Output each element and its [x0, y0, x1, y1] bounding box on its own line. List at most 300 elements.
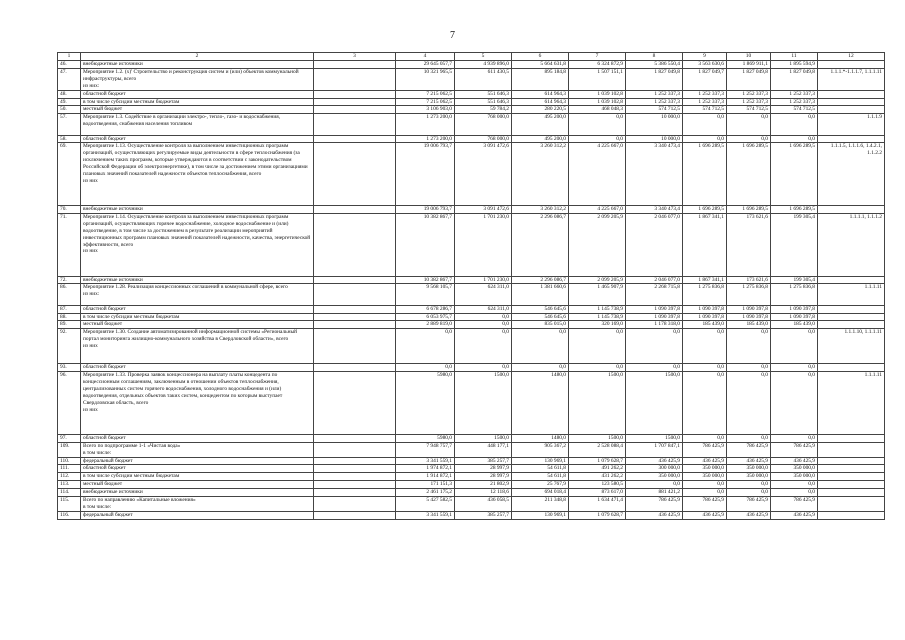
- year-cell: 1 827 049,8: [727, 68, 771, 90]
- total-cell: 2 889 819,0: [396, 321, 455, 329]
- table-row: [58, 313, 885, 321]
- row-number-cell: 49.: [58, 98, 81, 106]
- table-row: [58, 434, 885, 442]
- year-cell: 574 712,5: [626, 106, 683, 114]
- col3-cell: [314, 481, 396, 489]
- row-number-cell: 86.: [58, 284, 81, 305]
- year-cell: 1 039 102,8: [569, 98, 626, 106]
- target-ref-cell: [818, 206, 885, 214]
- row-number-cell: 93.: [58, 364, 81, 372]
- table-row: [58, 98, 885, 106]
- total-cell: 3 341 559,1: [396, 457, 455, 465]
- year-cell: 2 528 088,4: [569, 442, 626, 457]
- year-cell: 199 305,4: [771, 213, 818, 276]
- year-cell: 768 000,0: [455, 135, 512, 143]
- col3-cell: [314, 372, 396, 435]
- item-description-cell: в том числе субсидии местным бюджетам: [81, 473, 314, 481]
- year-cell: 0,0: [727, 114, 771, 135]
- year-cell: 546 645,6: [512, 313, 569, 321]
- year-cell: 2 046 077,0: [626, 213, 683, 276]
- table-row: [58, 329, 885, 364]
- year-cell: 1500,0: [569, 434, 626, 442]
- year-cell: 905 367,2: [512, 442, 569, 457]
- year-cell: 6 324 872,9: [569, 61, 626, 69]
- year-cell: 1 507 151,1: [569, 68, 626, 90]
- year-cell: 2 268 715,8: [626, 284, 683, 305]
- year-cell: 448 177,1: [455, 442, 512, 457]
- col3-cell: [314, 68, 396, 90]
- year-cell: 786 425,9: [626, 497, 683, 512]
- row-number-cell: 47.: [58, 68, 81, 90]
- col3-cell: [314, 511, 396, 519]
- year-cell: 0,0: [455, 364, 512, 372]
- total-cell: 29 645 057,7: [396, 61, 455, 69]
- year-cell: 0,0: [626, 481, 683, 489]
- year-cell: 28 997,9: [455, 473, 512, 481]
- year-cell: 3 260 312,2: [512, 143, 569, 206]
- year-cell: 1 252 337,3: [727, 90, 771, 98]
- year-cell: 173 621,6: [727, 276, 771, 284]
- year-cell: 436 425,9: [727, 511, 771, 519]
- year-cell: 25 767,9: [512, 481, 569, 489]
- year-cell: 0,0: [683, 372, 727, 435]
- year-cell: 3 563 630,6: [683, 61, 727, 69]
- total-cell: 7 215 062,5: [396, 90, 455, 98]
- year-cell: 611 430,5: [455, 68, 512, 90]
- target-ref-cell: 1.1.1.*-1.1.1.7, 1.1.1.11: [818, 68, 885, 90]
- year-cell: 1 090 397,8: [626, 305, 683, 313]
- col3-cell: [314, 329, 396, 364]
- col3-cell: [314, 465, 396, 473]
- year-cell: 0,0: [771, 364, 818, 372]
- year-cell: 0,0: [683, 135, 727, 143]
- col3-cell: [314, 473, 396, 481]
- header-cell: 6: [512, 53, 569, 61]
- row-number-cell: 110.: [58, 457, 81, 465]
- item-description-cell: областной бюджет: [81, 465, 314, 473]
- year-cell: 3 091 472,6: [455, 143, 512, 206]
- year-cell: 1 827 049,7: [683, 68, 727, 90]
- row-number-cell: 97.: [58, 434, 81, 442]
- total-cell: 10 321 965,5: [396, 68, 455, 90]
- year-cell: 1 252 337,3: [683, 90, 727, 98]
- year-cell: 5 664 631,8: [512, 61, 569, 69]
- table-row: [58, 135, 885, 143]
- year-cell: 1 701 230,0: [455, 213, 512, 276]
- target-ref-cell: [818, 61, 885, 69]
- year-cell: 185 439,0: [771, 321, 818, 329]
- year-cell: 3 340 473,4: [626, 143, 683, 206]
- row-number-cell: 88.: [58, 313, 81, 321]
- year-cell: 350 000,0: [727, 465, 771, 473]
- year-cell: 0,0: [683, 481, 727, 489]
- year-cell: 1 090 397,8: [683, 313, 727, 321]
- item-description-cell: Всего по подпрограмме 1-1 «Чистая вода» в том числе:: [81, 442, 314, 457]
- total-cell: 7 215 062,5: [396, 98, 455, 106]
- row-number-cell: 71.: [58, 213, 81, 276]
- col3-cell: [314, 276, 396, 284]
- col3-cell: [314, 442, 396, 457]
- col3-cell: [314, 135, 396, 143]
- year-cell: 436 425,9: [771, 457, 818, 465]
- year-cell: 0,0: [683, 364, 727, 372]
- item-description-cell: Мероприятие 1.2. (x)' Строительство и реконструкция систем и (или) объектов коммунальной инфраструктуры, всего из них:: [81, 68, 314, 90]
- header-cell: 10: [727, 53, 771, 61]
- item-description-cell: областной бюджет: [81, 364, 314, 372]
- year-cell: 436 425,9: [727, 457, 771, 465]
- item-description-cell: внебюджетные источники: [81, 276, 314, 284]
- year-cell: 0,0: [727, 364, 771, 372]
- year-cell: 5 386 550,4: [626, 61, 683, 69]
- total-cell: 10 382 867,7: [396, 213, 455, 276]
- row-number-cell: 115.: [58, 497, 81, 512]
- year-cell: 0,0: [683, 434, 727, 442]
- year-cell: 2 099 205,9: [569, 276, 626, 284]
- target-ref-cell: [818, 276, 885, 284]
- year-cell: 123 580,5: [569, 481, 626, 489]
- total-cell: 19 006 793,7: [396, 143, 455, 206]
- table-row: [58, 143, 885, 206]
- header-cell: 12: [818, 53, 885, 61]
- item-description-cell: в том числе субсидии местным бюджетам: [81, 98, 314, 106]
- year-cell: 1 827 049,8: [626, 68, 683, 90]
- header-cell: 4: [396, 53, 455, 61]
- target-ref-cell: 1.1.1.5, 1.1.1.6, 1.4.2.1, 1.1.2.2: [818, 143, 885, 206]
- year-cell: 1 252 337,3: [626, 90, 683, 98]
- year-cell: 2 046 077,0: [626, 276, 683, 284]
- item-description-cell: областной бюджет: [81, 305, 314, 313]
- table-row: [58, 90, 885, 98]
- row-number-cell: 111.: [58, 465, 81, 473]
- year-cell: 574 712,5: [683, 106, 727, 114]
- total-cell: 5 427 582,5: [396, 497, 455, 512]
- year-cell: 1 827 049,8: [771, 68, 818, 90]
- header-cell: 9: [683, 53, 727, 61]
- year-cell: 54 611,8: [512, 465, 569, 473]
- table-row: [58, 321, 885, 329]
- row-number-cell: 112.: [58, 473, 81, 481]
- year-cell: 786 425,9: [727, 442, 771, 457]
- col3-cell: [314, 206, 396, 214]
- year-cell: 1 869 911,1: [727, 61, 771, 69]
- year-cell: 350 000,0: [683, 465, 727, 473]
- year-cell: 385 257,7: [455, 457, 512, 465]
- year-cell: 130 969,1: [512, 511, 569, 519]
- target-ref-cell: [818, 90, 885, 98]
- year-cell: 835 015,0: [512, 321, 569, 329]
- year-cell: 0,0: [626, 364, 683, 372]
- total-cell: 1 273 200,0: [396, 135, 455, 143]
- year-cell: 10 000,0: [626, 114, 683, 135]
- year-cell: 1 090 397,8: [626, 313, 683, 321]
- year-cell: 0,0: [771, 372, 818, 435]
- year-cell: 0,0: [455, 329, 512, 364]
- year-cell: 350 000,0: [683, 473, 727, 481]
- year-cell: 385 257,7: [455, 511, 512, 519]
- year-cell: 786 425,9: [771, 497, 818, 512]
- target-ref-cell: [818, 106, 885, 114]
- year-cell: 0,0: [727, 434, 771, 442]
- year-cell: 694 018,4: [512, 489, 569, 497]
- year-cell: 199 305,4: [771, 276, 818, 284]
- table-row: [58, 457, 885, 465]
- col3-cell: [314, 213, 396, 276]
- year-cell: 436 425,9: [771, 511, 818, 519]
- year-cell: 1 275 836,8: [727, 284, 771, 305]
- year-cell: 495 200,0: [512, 114, 569, 135]
- year-cell: 1 090 397,8: [771, 313, 818, 321]
- item-description-cell: Мероприятие 1.14. Осуществление контроля за выполнением инвестиционных программ организаций, осуществляющих горячее водоснабжение, холодное водоснабжение и (или) водоотведение, в том числе за достижением в результате реализации мероприятий инвестиционных программ плановых значений показателей надежности, качества, энергетической эффективности, всего из них: [81, 213, 314, 276]
- year-cell: 350 000,0: [626, 473, 683, 481]
- target-ref-cell: [818, 473, 885, 481]
- year-cell: 0,0: [683, 329, 727, 364]
- item-description-cell: федеральный бюджет: [81, 457, 314, 465]
- year-cell: 1 039 102,8: [569, 90, 626, 98]
- table-row: [58, 276, 885, 284]
- row-number-cell: 69.: [58, 143, 81, 206]
- target-ref-cell: [818, 321, 885, 329]
- header-cell: 5: [455, 53, 512, 61]
- total-cell: 6 678 286,7: [396, 305, 455, 313]
- year-cell: 1 867 341,1: [683, 213, 727, 276]
- year-cell: 624 311,0: [455, 284, 512, 305]
- target-ref-cell: [818, 434, 885, 442]
- year-cell: 3 091 472,6: [455, 206, 512, 214]
- year-cell: 436 425,9: [626, 511, 683, 519]
- year-cell: 786 425,9: [727, 497, 771, 512]
- year-cell: 1480,0: [512, 434, 569, 442]
- table-row: [58, 465, 885, 473]
- year-cell: 0,0: [771, 135, 818, 143]
- year-cell: 0,0: [683, 489, 727, 497]
- year-cell: 54 611,8: [512, 473, 569, 481]
- year-cell: 436 058,5: [455, 497, 512, 512]
- year-cell: 0,0: [569, 114, 626, 135]
- year-cell: 0,0: [512, 329, 569, 364]
- total-cell: 3 341 559,1: [396, 511, 455, 519]
- year-cell: 1 701 230,0: [455, 276, 512, 284]
- year-cell: 0,0: [455, 321, 512, 329]
- year-cell: 350 000,0: [727, 473, 771, 481]
- table-row: [58, 206, 885, 214]
- row-number-cell: 46.: [58, 61, 81, 69]
- row-number-cell: 114.: [58, 489, 81, 497]
- col3-cell: [314, 143, 396, 206]
- year-cell: 786 425,9: [771, 442, 818, 457]
- total-cell: 171 151,3: [396, 481, 455, 489]
- year-cell: 2 099 205,9: [569, 213, 626, 276]
- year-cell: 436 425,9: [626, 457, 683, 465]
- year-cell: 1 090 397,8: [727, 313, 771, 321]
- col3-cell: [314, 305, 396, 313]
- year-cell: 0,0: [727, 329, 771, 364]
- year-cell: 1500,0: [626, 372, 683, 435]
- row-number-cell: 92.: [58, 329, 81, 364]
- year-cell: 873 617,0: [569, 489, 626, 497]
- target-ref-cell: [818, 465, 885, 473]
- year-cell: 3 260 312,2: [512, 206, 569, 214]
- total-cell: 1 974 872,1: [396, 465, 455, 473]
- item-description-cell: местный бюджет: [81, 106, 314, 114]
- year-cell: 491 262,2: [569, 465, 626, 473]
- table-row: [58, 489, 885, 497]
- year-cell: 0,0: [569, 135, 626, 143]
- year-cell: 0,0: [569, 364, 626, 372]
- row-number-cell: 57.: [58, 114, 81, 135]
- target-ref-cell: [818, 489, 885, 497]
- year-cell: 1 381 660,6: [512, 284, 569, 305]
- table-row: [58, 497, 885, 512]
- table-row: [58, 114, 885, 135]
- col3-cell: [314, 313, 396, 321]
- year-cell: 1 634 471,4: [569, 497, 626, 512]
- table-row: [58, 61, 885, 69]
- total-cell: 2 461 175,2: [396, 489, 455, 497]
- year-cell: 1 252 337,3: [771, 90, 818, 98]
- year-cell: 881 421,2: [626, 489, 683, 497]
- target-ref-cell: [818, 305, 885, 313]
- year-cell: 0,0: [569, 329, 626, 364]
- year-cell: 0,0: [727, 372, 771, 435]
- year-cell: 614 964,3: [512, 90, 569, 98]
- target-ref-cell: 1.1.1.11: [818, 284, 885, 305]
- total-cell: 1 914 872,1: [396, 473, 455, 481]
- target-ref-cell: 1.1.1.9: [818, 114, 885, 135]
- row-number-cell: 72.: [58, 276, 81, 284]
- year-cell: 0,0: [455, 313, 512, 321]
- item-description-cell: внебюджетные источники: [81, 489, 314, 497]
- table-header-row: [58, 53, 885, 61]
- total-cell: 7 948 757,7: [396, 442, 455, 457]
- col3-cell: [314, 90, 396, 98]
- year-cell: 10 000,0: [626, 135, 683, 143]
- row-number-cell: 113.: [58, 481, 81, 489]
- header-cell: 2: [81, 53, 314, 61]
- year-cell: 1 275 836,8: [683, 284, 727, 305]
- col3-cell: [314, 321, 396, 329]
- year-cell: 1 252 337,3: [771, 98, 818, 106]
- col3-cell: [314, 284, 396, 305]
- target-ref-cell: [818, 364, 885, 372]
- total-cell: 10 382 867,7: [396, 276, 455, 284]
- year-cell: 431 262,2: [569, 473, 626, 481]
- table-row: [58, 106, 885, 114]
- year-cell: 28 997,9: [455, 465, 512, 473]
- year-cell: 4 225 667,0: [569, 143, 626, 206]
- row-number-cell: 116.: [58, 511, 81, 519]
- year-cell: 1 079 628,7: [569, 457, 626, 465]
- year-cell: 300 000,0: [626, 465, 683, 473]
- target-ref-cell: [818, 481, 885, 489]
- year-cell: 0,0: [626, 329, 683, 364]
- target-ref-cell: [818, 135, 885, 143]
- year-cell: 1 895 594,9: [771, 61, 818, 69]
- target-ref-cell: [818, 313, 885, 321]
- row-number-cell: 70.: [58, 206, 81, 214]
- year-cell: 4 225 667,0: [569, 206, 626, 214]
- year-cell: 1 252 337,3: [727, 98, 771, 106]
- target-ref-cell: [818, 98, 885, 106]
- row-number-cell: 48.: [58, 90, 81, 98]
- year-cell: 546 645,6: [512, 305, 569, 313]
- year-cell: 350 000,0: [771, 465, 818, 473]
- item-description-cell: Мероприятие 1.30. Создание автоматизированной информационной системы «Региональный портал мониторинга жилищно-коммунального хозяйства в Свердловской области», всего из них: [81, 329, 314, 364]
- item-description-cell: Мероприятие 1.33. Проверка заявок концессионера на выплату платы концедента по концессионным соглашениям, заключенным в отношении объектов теплоснабжения, централизованных систем горячего водоснабжения, холодного водоснабжения и (или) водоотведения, отдельных объектов таких систем, концедентом по которым выступает Свердловская область, всего из них: [81, 372, 314, 435]
- year-cell: 895 184,8: [512, 68, 569, 90]
- item-description-cell: местный бюджет: [81, 481, 314, 489]
- year-cell: 1 696 289,5: [727, 206, 771, 214]
- table-row: [58, 473, 885, 481]
- page-number: 7: [450, 30, 455, 41]
- year-cell: 2 296 086,7: [512, 213, 569, 276]
- total-cell: 5980,0: [396, 372, 455, 435]
- col3-cell: [314, 114, 396, 135]
- row-number-cell: 96.: [58, 372, 81, 435]
- year-cell: 468 048,3: [569, 106, 626, 114]
- year-cell: 786 425,9: [683, 442, 727, 457]
- total-cell: 0,0: [396, 329, 455, 364]
- year-cell: 786 425,9: [683, 497, 727, 512]
- year-cell: 1500,0: [455, 434, 512, 442]
- year-cell: 350 000,0: [771, 473, 818, 481]
- year-cell: 0,0: [683, 114, 727, 135]
- item-description-cell: Всего по направлению «Капитальные вложения» в том числе:: [81, 497, 314, 512]
- total-cell: 6 053 975,7: [396, 313, 455, 321]
- header-cell: 7: [569, 53, 626, 61]
- year-cell: 1500,0: [569, 372, 626, 435]
- target-ref-cell: 1.1.1.11: [818, 372, 885, 435]
- row-number-cell: 87.: [58, 305, 81, 313]
- year-cell: 4 939 896,0: [455, 61, 512, 69]
- col3-cell: [314, 497, 396, 512]
- year-cell: 1 465 907,9: [569, 284, 626, 305]
- year-cell: 280 220,5: [512, 106, 569, 114]
- year-cell: 614 964,3: [512, 98, 569, 106]
- year-cell: 0,0: [771, 481, 818, 489]
- year-cell: 1 696 289,5: [727, 143, 771, 206]
- year-cell: 1500,0: [455, 372, 512, 435]
- row-number-cell: 50.: [58, 106, 81, 114]
- total-cell: 1 273 200,0: [396, 114, 455, 135]
- table-row: [58, 511, 885, 519]
- total-cell: 9 568 105,7: [396, 284, 455, 305]
- year-cell: 624 311,0: [455, 305, 512, 313]
- year-cell: 551 646,3: [455, 90, 512, 98]
- year-cell: 0,0: [727, 489, 771, 497]
- year-cell: 1 252 337,3: [626, 98, 683, 106]
- header-cell: 1: [58, 53, 81, 61]
- year-cell: 1 275 836,8: [771, 284, 818, 305]
- year-cell: 1 707 847,1: [626, 442, 683, 457]
- year-cell: 0,0: [512, 364, 569, 372]
- row-number-cell: 89.: [58, 321, 81, 329]
- year-cell: 1 079 628,7: [569, 511, 626, 519]
- year-cell: 574 712,5: [727, 106, 771, 114]
- col3-cell: [314, 434, 396, 442]
- table-row: [58, 372, 885, 435]
- item-description-cell: в том числе субсидии местным бюджетам: [81, 313, 314, 321]
- table-row: [58, 68, 885, 90]
- year-cell: 1 090 397,8: [683, 305, 727, 313]
- total-cell: 0,0: [396, 364, 455, 372]
- year-cell: 185 439,0: [683, 321, 727, 329]
- year-cell: 1 090 397,8: [771, 305, 818, 313]
- year-cell: 59 784,2: [455, 106, 512, 114]
- year-cell: 1 867 341,1: [683, 276, 727, 284]
- item-description-cell: Мероприятие 1.3. Содействие в организации электро-, тепло-, газо- и водоснабжения, водоотведения, снабжения населения топливом: [81, 114, 314, 135]
- year-cell: 0,0: [771, 329, 818, 364]
- item-description-cell: областной бюджет: [81, 434, 314, 442]
